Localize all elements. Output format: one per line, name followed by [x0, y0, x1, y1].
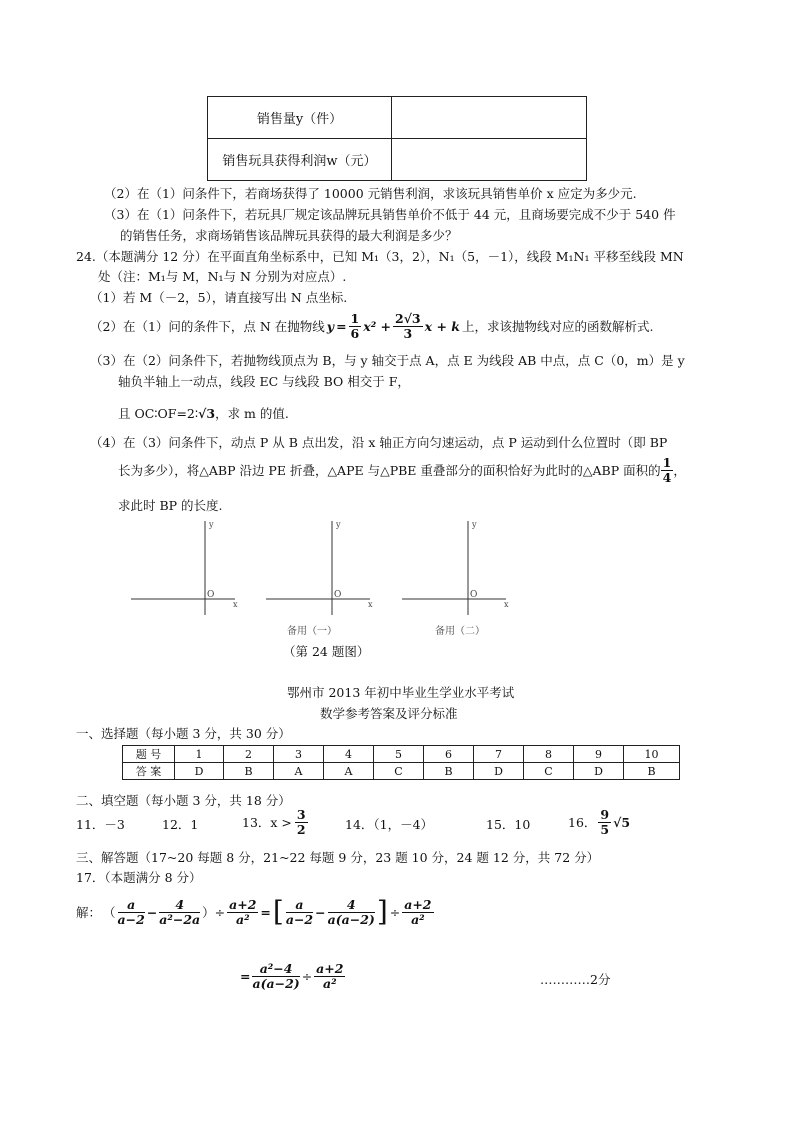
x-axis-label: x	[368, 600, 373, 609]
answer-16	[568, 808, 630, 837]
fraction-denominator: 2	[296, 821, 306, 837]
table-row	[123, 763, 680, 780]
fraction-denominator: a²	[235, 911, 250, 927]
fraction-denominator: a(a−2)	[252, 975, 300, 991]
q24-head-line2: 处（注：M₁与 M，N₁与 N 分别为对应点）.	[98, 269, 347, 284]
q24-part4-line3: 求此时 BP 的长度.	[118, 498, 223, 513]
equals-sign: =	[240, 968, 251, 984]
solution-fraction	[286, 898, 313, 927]
fraction-denominator: a²−2a	[159, 911, 201, 927]
answer-13-text: 13．x >	[242, 815, 292, 831]
solution-fraction	[118, 898, 145, 927]
fraction-numerator: 4	[159, 898, 200, 913]
answer-16-fraction	[598, 808, 611, 837]
left-paren: （	[103, 905, 116, 921]
fraction-denominator: a−2	[285, 911, 314, 927]
x-axis-label: x	[233, 600, 238, 609]
right-bracket: ]	[376, 895, 388, 929]
answer-13	[242, 808, 308, 837]
q23-part3-line1: （3）在（1）问条件下，若玩具厂规定该品牌玩具销售单价不低于 44 元，且商场要完成不少于 540 件	[104, 207, 676, 222]
table-row	[208, 139, 587, 181]
answer-cell: A	[274, 763, 324, 780]
table-row	[123, 746, 680, 763]
q24-part2	[90, 312, 653, 341]
fraction-numerator: 4	[328, 898, 375, 913]
number-cell: 5	[374, 746, 424, 763]
section-fill: 二、填空题（每小题 3 分，共 18 分）	[76, 793, 291, 808]
fraction-denominator: a−2	[117, 911, 145, 927]
answer-16-text: 16．	[568, 815, 597, 831]
q24-part4-line2	[118, 456, 686, 485]
answer-cell: B	[224, 763, 274, 780]
number-cell: 9	[574, 746, 624, 763]
number-cell: 6	[424, 746, 474, 763]
divide-sign: ÷	[389, 904, 401, 920]
origin-label: O	[207, 590, 215, 600]
answer-title2: 数学参考答案及评分标准	[320, 706, 458, 721]
number-cell: 3	[274, 746, 324, 763]
divide-sign: ÷	[301, 968, 313, 984]
minus-sign: −	[146, 904, 158, 920]
coordinate-axes-main	[125, 515, 245, 615]
q17-solution-line1	[76, 895, 434, 929]
q24-part2-pre: （2）在（1）问的条件下，点 N 在抛物线	[90, 319, 325, 335]
solution-label: 解：	[76, 905, 102, 921]
q17-solution-line2	[240, 962, 345, 991]
fraction-numerator: 3	[296, 807, 306, 822]
left-bracket: [	[272, 895, 284, 929]
fraction-numerator: a	[118, 898, 145, 913]
q24-part3-line3	[118, 404, 289, 422]
answer-cell: D	[474, 763, 524, 780]
origin-label: O	[334, 590, 342, 600]
fraction-numerator: a+2	[229, 897, 257, 912]
number-header: 题 号	[123, 746, 175, 763]
fraction-denominator: 4	[662, 469, 672, 485]
answer-11: 11．－3	[76, 817, 125, 832]
sales-volume-cell	[392, 97, 587, 139]
fraction-denominator: 5	[600, 821, 610, 837]
answer-cell: A	[324, 763, 374, 780]
number-cell: 1	[175, 746, 224, 763]
q24-part2-xk: x + k	[424, 318, 460, 334]
root3-symbol: √3	[198, 406, 216, 421]
q24-part2-eq: =	[336, 318, 347, 334]
fraction-numerator: a+2	[404, 897, 432, 912]
fraction-numerator: a	[286, 898, 313, 913]
score-note: …………2分	[540, 972, 611, 987]
section-choice: 一、选择题（每小题 3 分，共 30 分）	[76, 726, 291, 741]
choice-answer-table	[122, 745, 680, 780]
figure-caption: （第 24 题图）	[283, 644, 370, 659]
solution-fraction	[314, 962, 345, 991]
fraction-numerator: a+2	[316, 961, 344, 976]
answer-14: 14．（1，－4）	[345, 817, 434, 832]
solution-fraction	[159, 898, 200, 927]
answer-12: 12．1	[162, 817, 199, 832]
origin-label: O	[470, 590, 478, 600]
q23-part2: （2）在（1）问条件下，若商场获得了 10000 元销售利润，求该玩具销售单价 x 应定为多少元.	[104, 186, 637, 201]
q24-head-line1: 24.（本题满分 12 分）在平面直角坐标系中，已知 M₁（3，2），N₁（5，－1），线段 M₁N₁ 平移至线段 MN	[76, 249, 684, 264]
number-cell: 2	[224, 746, 274, 763]
part4-text: 长为多少），将△ABP 沿边 PE 折叠，△APE 与△PBE 重叠部分的面积恰好为此时的△ABP 面积的	[118, 463, 661, 479]
q24-part3-line1: （3）在（2）问条件下，若抛物线顶点为 B，与 y 轴交于点 A，点 E 为线段 AB 中点，点 C（0，m）是 y	[90, 353, 685, 368]
ratio-text: 且 OC∶OF=2∶	[118, 406, 199, 421]
coordinate-axes-backup2	[396, 515, 516, 615]
y-axis-label: y	[336, 520, 341, 529]
profit-label: 销售玩具获得利润w（元）	[208, 139, 392, 181]
root5-symbol: √5	[613, 814, 631, 830]
answer-cell: D	[175, 763, 224, 780]
fraction-denominator: 6	[350, 325, 360, 341]
backup2-caption: 备用（二）	[435, 626, 485, 637]
solution-fraction	[402, 898, 433, 927]
answer-title1: 鄂州市 2013 年初中毕业生学业水平考试	[287, 685, 515, 700]
fraction-numerator: 2√3	[395, 311, 421, 326]
equals-sign: =	[260, 904, 271, 920]
backup1-caption: 备用（一）	[287, 626, 337, 637]
q24-part2-x2: x² +	[363, 318, 392, 334]
q23-part3-line2: 的销售任务，求商场销售该品牌玩具获得的最大利润是多少？	[120, 228, 458, 243]
q24-part2-post: 上，求该抛物线对应的函数解析式.	[461, 319, 654, 335]
q24-part1: （1）若 M（－2，5），请直接写出 N 点坐标.	[90, 290, 348, 305]
table-row	[208, 97, 587, 139]
fraction-numerator: 9	[600, 807, 610, 822]
q17-header: 17．（本题满分 8 分）	[76, 870, 202, 885]
q24-fraction-root3	[393, 312, 423, 341]
q24-part4-line1: （4）在（3）问条件下，动点 P 从 B 点出发，沿 x 轴正方向匀速运动，点 P 运动到什么位置时（即 BP	[90, 435, 668, 450]
fraction-denominator: a²	[411, 911, 425, 927]
profit-cell	[392, 139, 587, 181]
number-cell: 8	[524, 746, 574, 763]
y-axis-label: y	[209, 520, 214, 529]
answer-13-fraction	[295, 808, 308, 837]
right-paren-divide: ）÷	[202, 905, 226, 921]
ratio-post-text: ，求 m 的值.	[215, 406, 289, 421]
answer-cell: D	[574, 763, 624, 780]
fraction-denominator: 3	[403, 325, 413, 341]
q24-fraction-quarter	[661, 456, 674, 485]
answer-cell: C	[524, 763, 574, 780]
fraction-numerator: a²−4	[252, 962, 299, 977]
part4-comma: ，	[673, 463, 686, 479]
sales-table	[207, 96, 587, 181]
coordinate-axes-backup1	[260, 515, 380, 615]
answer-15: 15．10	[486, 817, 531, 832]
answer-cell: B	[624, 763, 680, 780]
q24-fraction-one-sixth	[349, 312, 362, 341]
fraction-denominator: a²	[323, 975, 337, 991]
answer-cell: C	[374, 763, 424, 780]
y-axis-label: y	[472, 520, 477, 529]
fraction-numerator: 1	[662, 455, 672, 470]
sales-volume-label: 销售量y（件）	[208, 97, 392, 139]
solution-fraction	[227, 898, 258, 927]
fraction-denominator: a(a−2)	[327, 911, 375, 927]
answer-cell: B	[424, 763, 474, 780]
section-solve: 三、解答题（17~20 每题 8 分，21~22 每题 9 分，23 题 10 分，24 题 12 分，共 72 分）	[76, 850, 600, 865]
fraction-numerator: 1	[350, 311, 360, 326]
number-cell: 7	[474, 746, 524, 763]
solution-fraction	[328, 898, 375, 927]
x-axis-label: x	[504, 600, 509, 609]
solution-fraction	[252, 962, 299, 991]
q24-part3-line2: 轴负半轴上一动点，线段 EC 与线段 BO 相交于 F，	[118, 374, 410, 389]
q24-part2-y: y	[326, 318, 335, 334]
answer-header: 答 案	[123, 763, 175, 780]
number-cell: 10	[624, 746, 680, 763]
minus-sign: −	[315, 904, 326, 920]
number-cell: 4	[324, 746, 374, 763]
